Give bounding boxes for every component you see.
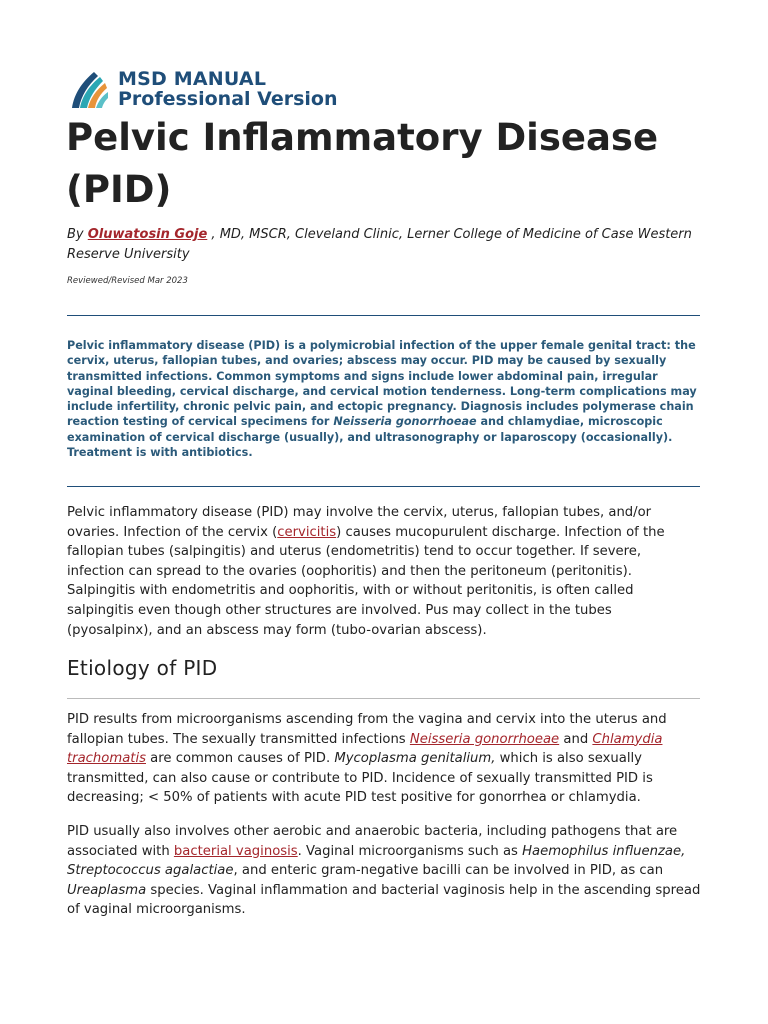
etiology-p2-text-1: PID usually also involves other aerobic and anaerobic bacteria, including pathogens that are associated with [67,824,678,859]
logo-wordmark [118,69,337,109]
page-title: Pelvic Inflammatory Disease (PID) [66,116,659,211]
byline-prefix: By [67,227,88,242]
ureaplasma-term: Ureaplasma [67,882,147,898]
author-link[interactable]: Oluwatosin Goje [87,227,208,242]
summary-top-divider [67,315,700,316]
etiology-paragraph-1 [67,710,701,808]
etiology-p2-text-4: species. Vaginal inflammation and bacterial vaginosis help in the ascending spread of vaginal microorganisms. [67,882,701,918]
reviewed-date: Reviewed/Revised Mar 2023 [67,276,188,286]
cervicitis-link[interactable]: cervicitis [277,524,337,540]
neisseria-link[interactable]: Neisseria gonorrhoeae [409,731,560,747]
etiology-paragraph-2 [67,822,701,920]
author-affiliation: , MD, MSCR, Cleveland Clinic, Lerner College of Medicine of Case Western Reserve University [67,227,692,262]
logo-name: MSD MANUAL [118,68,267,90]
byline [67,225,707,265]
intro-paragraph [67,503,701,640]
etiology-p1-text-2: and [559,731,593,747]
bacterial-vaginosis-link[interactable]: bacterial vaginosis [173,843,298,859]
chlamydia-link[interactable]: Chlamydia trachomatis [67,731,663,767]
etiology-p2-text-2: . Vaginal microorganisms such as [297,843,523,859]
msd-logo-icon [68,68,110,110]
intro-text-2: ) causes mucopurulent discharge. Infection of the fallopian tubes (salpingitis) and uterus (endometritis) tend to occur together. If severe, infection can spread to the ovaries (oophoritis) and then the peritoneum (peritonitis). Salpingitis with endometritis and oophoritis, with or without peritonitis, is often called salpingitis even though other structures are involved. Pus may collect in the tubes (pyosalpinx), and an abscess may form (tubo-ovarian abscess). [67,524,665,638]
summary-block [67,338,702,460]
intro-text-1: Pelvic inflammatory disease (PID) may involve the cervix, uterus, fallopian tubes, and/or ovaries. Infection of the cervix ( [67,505,652,540]
summary-text-1: Pelvic inflammatory disease (PID) is a polymicrobial infection of the upper female genital tract: the cervix, uterus, fallopian tubes, and ovaries; abscess may occur. PID may be caused by sexually transmitted infections. Common symptoms and signs include lower abdominal pain, irregular vaginal bleeding, cervical discharge, and cervical motion tenderness. Long-term complications may include infertility, chronic pelvic pain, and ectopic pregnancy. Diagnosis includes polymerase chain reaction testing of cervical specimens for [67,339,697,429]
organisms-italic-terms: Haemophilus influenzae, Streptococcus agalactiae [67,843,686,879]
etiology-p2-text-3: , and enteric gram-negative bacilli can be involved in PID, as can [233,863,664,879]
etiology-p1-text-4: which is also sexually transmitted, can also cause or contribute to PID. Incidence of sexually transmitted PID is decreasing; < 50% of patients with acute PID test positive for gonorrhea or chlamydia. [67,751,653,806]
section-divider [67,698,700,699]
summary-bottom-divider [67,486,700,487]
mycoplasma-term: Mycoplasma genitalium, [334,751,496,767]
msd-manual-logo[interactable] [68,68,337,110]
section-heading-etiology: Etiology of PID [67,656,218,680]
summary-text-2: and chlamydiae, microscopic examination of cervical discharge (usually), and ultrasonography or laparoscopy (occasionally). Treatment is with antibiotics. [67,415,673,460]
logo-edition: Professional Version [118,88,338,110]
summary-italic-term: Neisseria gonorrhoeae [333,415,477,429]
etiology-p1-text-3: are common causes of PID. [145,751,335,767]
etiology-p1-text-1: PID results from microorganisms ascending from the vagina and cervix into the uterus and fallopian tubes. The sexually transmitted infections [67,712,667,747]
